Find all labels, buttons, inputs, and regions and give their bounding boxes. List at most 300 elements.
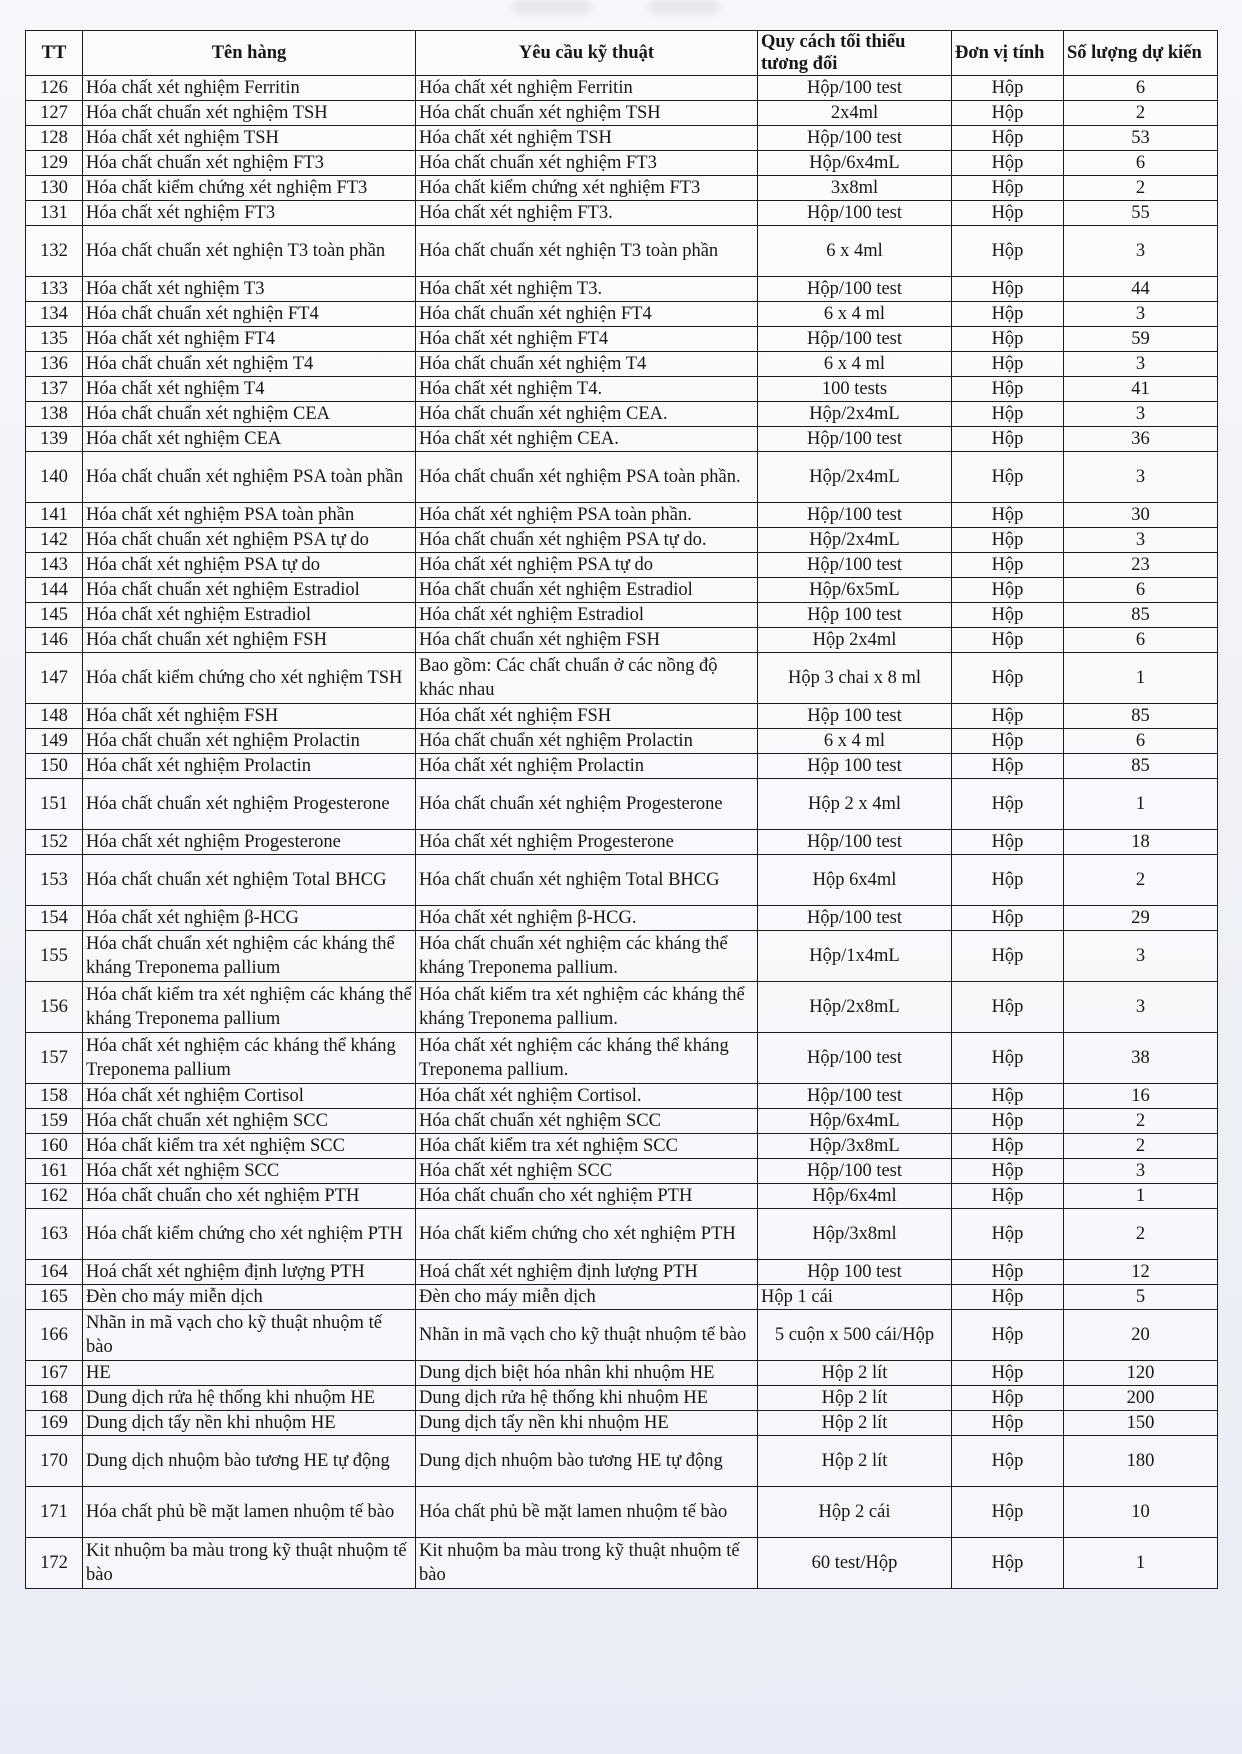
- scan-smudge: [648, 0, 720, 14]
- item-name: Hóa chất chuẩn xét nghiệm FT3: [83, 151, 416, 176]
- item-requirement: Hóa chất kiểm tra xét nghiệm các kháng thể kháng Treponema pallium.: [416, 982, 758, 1033]
- item-name: Hóa chất xét nghiệm SCC: [83, 1159, 416, 1184]
- header-name: Tên hàng: [83, 31, 416, 76]
- table-row: [26, 151, 1218, 176]
- row-number: 136: [26, 352, 83, 377]
- item-name: Hóa chất kiểm chứng cho xét nghiệm PTH: [83, 1209, 416, 1260]
- item-unit: Hộp: [952, 628, 1064, 653]
- item-unit: Hộp: [952, 1310, 1064, 1361]
- item-quantity: 3: [1064, 931, 1218, 982]
- item-quantity: 6: [1064, 578, 1218, 603]
- item-unit: Hộp: [952, 1159, 1064, 1184]
- item-unit: Hộp: [952, 452, 1064, 503]
- item-requirement: Hóa chất chuẩn xét nghiệm PSA toàn phần.: [416, 452, 758, 503]
- table-row: [26, 628, 1218, 653]
- item-spec: 6 x 4 ml: [758, 352, 952, 377]
- item-name: Hóa chất xét nghiệm FT4: [83, 327, 416, 352]
- item-quantity: 1: [1064, 653, 1218, 704]
- item-name: Kit nhuộm ba màu trong kỹ thuật nhuộm tế bào: [83, 1538, 416, 1589]
- item-spec: Hộp/100 test: [758, 906, 952, 931]
- item-unit: Hộp: [952, 578, 1064, 603]
- supply-table: [25, 30, 1218, 1589]
- item-spec: Hộp/2x4mL: [758, 528, 952, 553]
- item-requirement: Hóa chất xét nghiệm Estradiol: [416, 603, 758, 628]
- item-spec: Hộp/100 test: [758, 553, 952, 578]
- item-quantity: 16: [1064, 1084, 1218, 1109]
- item-name: Hóa chất xét nghiệm Ferritin: [83, 76, 416, 101]
- table-body: [26, 76, 1218, 1589]
- item-requirement: Dung dịch rửa hệ thống khi nhuộm HE: [416, 1386, 758, 1411]
- item-unit: Hộp: [952, 603, 1064, 628]
- item-requirement: Hóa chất xét nghiệm PSA tự do: [416, 553, 758, 578]
- item-name: Hóa chất xét nghiệm PSA tự do: [83, 553, 416, 578]
- item-unit: Hộp: [952, 1436, 1064, 1487]
- item-name: Dung dịch tẩy nền khi nhuộm HE: [83, 1411, 416, 1436]
- item-quantity: 44: [1064, 277, 1218, 302]
- item-requirement: Hóa chất xét nghiệm Ferritin: [416, 76, 758, 101]
- table-row: [26, 855, 1218, 906]
- table-row: [26, 1260, 1218, 1285]
- item-name: Hóa chất xét nghiệm CEA: [83, 427, 416, 452]
- item-quantity: 85: [1064, 704, 1218, 729]
- item-quantity: 6: [1064, 628, 1218, 653]
- item-name: Hóa chất chuẩn xét nghiệm Prolactin: [83, 729, 416, 754]
- item-unit: Hộp: [952, 201, 1064, 226]
- item-unit: Hộp: [952, 729, 1064, 754]
- row-number: 154: [26, 906, 83, 931]
- item-unit: Hộp: [952, 226, 1064, 277]
- item-name: Nhãn in mã vạch cho kỹ thuật nhuộm tế bào: [83, 1310, 416, 1361]
- item-quantity: 36: [1064, 427, 1218, 452]
- table-row: [26, 1436, 1218, 1487]
- item-name: Hóa chất chuẩn xét nghiệm PSA toàn phần: [83, 452, 416, 503]
- table-row: [26, 729, 1218, 754]
- item-requirement: Hóa chất xét nghiệm các kháng thể kháng Treponema pallium.: [416, 1033, 758, 1084]
- table-row: [26, 1487, 1218, 1538]
- item-spec: Hộp/100 test: [758, 503, 952, 528]
- item-quantity: 1: [1064, 1184, 1218, 1209]
- item-quantity: 59: [1064, 327, 1218, 352]
- item-quantity: 3: [1064, 352, 1218, 377]
- item-unit: Hộp: [952, 1109, 1064, 1134]
- row-number: 137: [26, 377, 83, 402]
- item-unit: Hộp: [952, 427, 1064, 452]
- item-requirement: Hóa chất kiểm chứng xét nghiệm FT3: [416, 176, 758, 201]
- item-requirement: Hóa chất xét nghiệm FT4: [416, 327, 758, 352]
- table-row: [26, 452, 1218, 503]
- table-row: [26, 553, 1218, 578]
- item-name: Dung dịch rửa hệ thống khi nhuộm HE: [83, 1386, 416, 1411]
- item-quantity: 2: [1064, 1209, 1218, 1260]
- item-quantity: 55: [1064, 201, 1218, 226]
- item-name: Hóa chất chuẩn xét nghiệm Total BHCG: [83, 855, 416, 906]
- item-spec: Hộp/6x4mL: [758, 151, 952, 176]
- header-tt: TT: [26, 31, 83, 76]
- item-requirement: Hóa chất chuẩn xét nghiệm Total BHCG: [416, 855, 758, 906]
- table-row: [26, 226, 1218, 277]
- item-requirement: Hóa chất chuẩn xét nghiệm FT3: [416, 151, 758, 176]
- item-quantity: 180: [1064, 1436, 1218, 1487]
- item-name: Hóa chất kiểm tra xét nghiệm SCC: [83, 1134, 416, 1159]
- item-unit: Hộp: [952, 151, 1064, 176]
- table-row: [26, 754, 1218, 779]
- item-name: Hóa chất chuẩn xét nghiệm Estradiol: [83, 578, 416, 603]
- item-name: Hóa chất xét nghiệm Progesterone: [83, 830, 416, 855]
- item-unit: Hộp: [952, 176, 1064, 201]
- item-spec: Hộp 1 cái: [758, 1285, 952, 1310]
- row-number: 130: [26, 176, 83, 201]
- item-quantity: 2: [1064, 176, 1218, 201]
- item-unit: Hộp: [952, 1361, 1064, 1386]
- row-number: 171: [26, 1487, 83, 1538]
- row-number: 161: [26, 1159, 83, 1184]
- table-row: [26, 101, 1218, 126]
- item-spec: Hộp/2x4mL: [758, 452, 952, 503]
- item-spec: 2x4ml: [758, 101, 952, 126]
- item-unit: Hộp: [952, 302, 1064, 327]
- row-number: 167: [26, 1361, 83, 1386]
- item-requirement: Hóa chất kiểm tra xét nghiệm SCC: [416, 1134, 758, 1159]
- header-spec: Quy cách tối thiểu tương đối: [758, 31, 952, 76]
- item-requirement: Hóa chất chuẩn xét nghiệm Progesterone: [416, 779, 758, 830]
- item-unit: Hộp: [952, 1386, 1064, 1411]
- table-row: [26, 277, 1218, 302]
- item-spec: Hộp 100 test: [758, 603, 952, 628]
- item-quantity: 38: [1064, 1033, 1218, 1084]
- item-name: Hóa chất xét nghiệm Cortisol: [83, 1084, 416, 1109]
- item-quantity: 5: [1064, 1285, 1218, 1310]
- item-unit: Hộp: [952, 126, 1064, 151]
- table-row: [26, 779, 1218, 830]
- item-quantity: 1: [1064, 1538, 1218, 1589]
- row-number: 169: [26, 1411, 83, 1436]
- item-unit: Hộp: [952, 553, 1064, 578]
- item-quantity: 85: [1064, 754, 1218, 779]
- table-row: [26, 1285, 1218, 1310]
- item-requirement: Kit nhuộm ba màu trong kỹ thuật nhuộm tế bào: [416, 1538, 758, 1589]
- item-unit: Hộp: [952, 779, 1064, 830]
- table-row: [26, 1134, 1218, 1159]
- row-number: 153: [26, 855, 83, 906]
- item-requirement: Hóa chất kiểm chứng cho xét nghiệm PTH: [416, 1209, 758, 1260]
- item-requirement: Dung dịch nhuộm bào tương HE tự động: [416, 1436, 758, 1487]
- item-quantity: 20: [1064, 1310, 1218, 1361]
- row-number: 148: [26, 704, 83, 729]
- table-row: [26, 982, 1218, 1033]
- row-number: 159: [26, 1109, 83, 1134]
- item-unit: Hộp: [952, 1285, 1064, 1310]
- item-spec: Hộp/2x8mL: [758, 982, 952, 1033]
- row-number: 131: [26, 201, 83, 226]
- table-row: [26, 1386, 1218, 1411]
- table-row: [26, 528, 1218, 553]
- item-spec: Hộp/100 test: [758, 126, 952, 151]
- item-quantity: 3: [1064, 528, 1218, 553]
- item-requirement: Hóa chất xét nghiệm TSH: [416, 126, 758, 151]
- item-spec: Hộp 2 lít: [758, 1436, 952, 1487]
- item-requirement: Đèn cho máy miễn dịch: [416, 1285, 758, 1310]
- item-unit: Hộp: [952, 327, 1064, 352]
- table-row: [26, 1310, 1218, 1361]
- item-requirement: Hóa chất xét nghiệm Prolactin: [416, 754, 758, 779]
- item-name: Hóa chất kiểm tra xét nghiệm các kháng thể kháng Treponema pallium: [83, 982, 416, 1033]
- row-number: 170: [26, 1436, 83, 1487]
- item-quantity: 2: [1064, 1134, 1218, 1159]
- item-quantity: 2: [1064, 855, 1218, 906]
- item-name: Hóa chất chuẩn xét nghiệm TSH: [83, 101, 416, 126]
- table-row: [26, 1109, 1218, 1134]
- item-requirement: Hoá chất xét nghiệm định lượng PTH: [416, 1260, 758, 1285]
- item-requirement: Hóa chất xét nghiệm Progesterone: [416, 830, 758, 855]
- row-number: 147: [26, 653, 83, 704]
- item-spec: Hộp/100 test: [758, 277, 952, 302]
- item-requirement: Hóa chất xét nghiệm T4.: [416, 377, 758, 402]
- row-number: 156: [26, 982, 83, 1033]
- item-quantity: 1: [1064, 779, 1218, 830]
- item-spec: Hộp 100 test: [758, 704, 952, 729]
- item-quantity: 3: [1064, 982, 1218, 1033]
- item-unit: Hộp: [952, 1209, 1064, 1260]
- row-number: 149: [26, 729, 83, 754]
- item-spec: 6 x 4 ml: [758, 302, 952, 327]
- row-number: 132: [26, 226, 83, 277]
- item-requirement: Hóa chất chuẩn cho xét nghiệm PTH: [416, 1184, 758, 1209]
- item-name: Hóa chất xét nghiệm Prolactin: [83, 754, 416, 779]
- header-requirement: Yêu cầu kỹ thuật: [416, 31, 758, 76]
- item-unit: Hộp: [952, 653, 1064, 704]
- item-spec: Hộp/2x4mL: [758, 402, 952, 427]
- item-requirement: Dung dịch tẩy nền khi nhuộm HE: [416, 1411, 758, 1436]
- item-quantity: 18: [1064, 830, 1218, 855]
- item-unit: Hộp: [952, 1184, 1064, 1209]
- item-quantity: 2: [1064, 101, 1218, 126]
- item-quantity: 85: [1064, 603, 1218, 628]
- table-row: [26, 427, 1218, 452]
- item-quantity: 41: [1064, 377, 1218, 402]
- item-quantity: 3: [1064, 1159, 1218, 1184]
- item-name: HE: [83, 1361, 416, 1386]
- item-spec: Hộp/100 test: [758, 427, 952, 452]
- row-number: 164: [26, 1260, 83, 1285]
- item-requirement: Hóa chất xét nghiệm PSA toàn phần.: [416, 503, 758, 528]
- item-quantity: 3: [1064, 402, 1218, 427]
- row-number: 127: [26, 101, 83, 126]
- item-spec: Hộp/100 test: [758, 76, 952, 101]
- item-spec: Hộp 2 x 4ml: [758, 779, 952, 830]
- item-quantity: 120: [1064, 1361, 1218, 1386]
- item-name: Hóa chất xét nghiệm FT3: [83, 201, 416, 226]
- item-unit: Hộp: [952, 352, 1064, 377]
- item-name: Đèn cho máy miễn dịch: [83, 1285, 416, 1310]
- table-row: [26, 906, 1218, 931]
- table-row: [26, 1411, 1218, 1436]
- item-name: Hóa chất xét nghiệm T4: [83, 377, 416, 402]
- row-number: 158: [26, 1084, 83, 1109]
- row-number: 162: [26, 1184, 83, 1209]
- row-number: 168: [26, 1386, 83, 1411]
- item-spec: 5 cuộn x 500 cái/Hộp: [758, 1310, 952, 1361]
- item-spec: 60 test/Hộp: [758, 1538, 952, 1589]
- row-number: 139: [26, 427, 83, 452]
- item-quantity: 3: [1064, 226, 1218, 277]
- item-name: Hóa chất xét nghiệm TSH: [83, 126, 416, 151]
- row-number: 126: [26, 76, 83, 101]
- item-unit: Hộp: [952, 377, 1064, 402]
- table-row: [26, 1209, 1218, 1260]
- table-row: [26, 352, 1218, 377]
- item-requirement: Dung dịch biệt hóa nhân khi nhuộm HE: [416, 1361, 758, 1386]
- table-row: [26, 1538, 1218, 1589]
- item-unit: Hộp: [952, 754, 1064, 779]
- table-row: [26, 377, 1218, 402]
- item-quantity: 6: [1064, 729, 1218, 754]
- item-name: Hóa chất xét nghiệm PSA toàn phần: [83, 503, 416, 528]
- item-requirement: Hóa chất chuẩn xét nghiện T3 toàn phần: [416, 226, 758, 277]
- item-spec: Hộp 2 cái: [758, 1487, 952, 1538]
- item-quantity: 10: [1064, 1487, 1218, 1538]
- table-row: [26, 704, 1218, 729]
- table-row: [26, 578, 1218, 603]
- table-row: [26, 126, 1218, 151]
- item-name: Hóa chất xét nghiệm β-HCG: [83, 906, 416, 931]
- item-unit: Hộp: [952, 830, 1064, 855]
- header-quantity: Số lượng dự kiến: [1064, 31, 1218, 76]
- item-name: Hóa chất chuẩn xét nghiệm FSH: [83, 628, 416, 653]
- item-requirement: Hóa chất xét nghiệm T3.: [416, 277, 758, 302]
- item-unit: Hộp: [952, 101, 1064, 126]
- item-spec: Hộp 2 lít: [758, 1386, 952, 1411]
- item-requirement: Hóa chất xét nghiệm SCC: [416, 1159, 758, 1184]
- item-name: Dung dịch nhuộm bào tương HE tự động: [83, 1436, 416, 1487]
- item-quantity: 53: [1064, 126, 1218, 151]
- item-spec: Hộp/100 test: [758, 201, 952, 226]
- item-name: Hóa chất chuẩn xét nghiệm PSA tự do: [83, 528, 416, 553]
- item-name: Hóa chất xét nghiệm Estradiol: [83, 603, 416, 628]
- item-spec: Hộp/6x4mL: [758, 1109, 952, 1134]
- row-number: 152: [26, 830, 83, 855]
- table-row: [26, 201, 1218, 226]
- item-spec: Hộp/3x8mL: [758, 1134, 952, 1159]
- item-spec: Hộp 100 test: [758, 754, 952, 779]
- row-number: 151: [26, 779, 83, 830]
- table-row: [26, 1361, 1218, 1386]
- row-number: 129: [26, 151, 83, 176]
- item-spec: Hộp/100 test: [758, 1033, 952, 1084]
- item-name: Hoá chất xét nghiệm định lượng PTH: [83, 1260, 416, 1285]
- row-number: 157: [26, 1033, 83, 1084]
- item-unit: Hộp: [952, 277, 1064, 302]
- item-requirement: Hóa chất xét nghiệm CEA.: [416, 427, 758, 452]
- item-unit: Hộp: [952, 1538, 1064, 1589]
- item-requirement: Hóa chất chuẩn xét nghiệm FSH: [416, 628, 758, 653]
- item-unit: Hộp: [952, 402, 1064, 427]
- item-unit: Hộp: [952, 855, 1064, 906]
- table-row: [26, 1159, 1218, 1184]
- row-number: 141: [26, 503, 83, 528]
- item-spec: Hộp/100 test: [758, 1084, 952, 1109]
- table-row: [26, 402, 1218, 427]
- table-row: [26, 176, 1218, 201]
- item-name: Hóa chất chuẩn xét nghiện T3 toàn phần: [83, 226, 416, 277]
- item-unit: Hộp: [952, 1487, 1064, 1538]
- item-name: Hóa chất chuẩn xét nghiệm T4: [83, 352, 416, 377]
- item-spec: Hộp 2 lít: [758, 1361, 952, 1386]
- item-name: Hóa chất chuẩn xét nghiệm SCC: [83, 1109, 416, 1134]
- item-spec: Hộp/100 test: [758, 830, 952, 855]
- item-quantity: 23: [1064, 553, 1218, 578]
- item-requirement: Hóa chất chuẩn xét nghiệm Estradiol: [416, 578, 758, 603]
- item-quantity: 3: [1064, 452, 1218, 503]
- item-unit: Hộp: [952, 906, 1064, 931]
- table-row: [26, 1184, 1218, 1209]
- table-row: [26, 830, 1218, 855]
- table-row: [26, 931, 1218, 982]
- row-number: 160: [26, 1134, 83, 1159]
- item-spec: Hộp/3x8ml: [758, 1209, 952, 1260]
- item-name: Hóa chất chuẩn xét nghiện FT4: [83, 302, 416, 327]
- item-quantity: 150: [1064, 1411, 1218, 1436]
- row-number: 166: [26, 1310, 83, 1361]
- item-unit: Hộp: [952, 76, 1064, 101]
- item-spec: Hộp/100 test: [758, 327, 952, 352]
- item-unit: Hộp: [952, 1084, 1064, 1109]
- row-number: 145: [26, 603, 83, 628]
- item-requirement: Hóa chất chuẩn xét nghiện FT4: [416, 302, 758, 327]
- item-quantity: 30: [1064, 503, 1218, 528]
- row-number: 146: [26, 628, 83, 653]
- item-quantity: 6: [1064, 76, 1218, 101]
- item-spec: Hộp 6x4ml: [758, 855, 952, 906]
- row-number: 144: [26, 578, 83, 603]
- item-quantity: 29: [1064, 906, 1218, 931]
- row-number: 150: [26, 754, 83, 779]
- row-number: 143: [26, 553, 83, 578]
- table-row: [26, 503, 1218, 528]
- scan-smudge: [512, 0, 592, 14]
- header-row: [26, 31, 1218, 76]
- item-spec: 6 x 4 ml: [758, 729, 952, 754]
- row-number: 155: [26, 931, 83, 982]
- row-number: 135: [26, 327, 83, 352]
- row-number: 133: [26, 277, 83, 302]
- row-number: 163: [26, 1209, 83, 1260]
- item-unit: Hộp: [952, 931, 1064, 982]
- table-row: [26, 302, 1218, 327]
- row-number: 128: [26, 126, 83, 151]
- table-row: [26, 653, 1218, 704]
- item-spec: 100 tests: [758, 377, 952, 402]
- item-requirement: Hóa chất chuẩn xét nghiệm PSA tự do.: [416, 528, 758, 553]
- table-row: [26, 76, 1218, 101]
- item-requirement: Nhãn in mã vạch cho kỹ thuật nhuộm tế bào: [416, 1310, 758, 1361]
- item-unit: Hộp: [952, 982, 1064, 1033]
- row-number: 142: [26, 528, 83, 553]
- item-quantity: 3: [1064, 302, 1218, 327]
- item-unit: Hộp: [952, 1260, 1064, 1285]
- item-requirement: Hóa chất xét nghiệm Cortisol.: [416, 1084, 758, 1109]
- item-unit: Hộp: [952, 704, 1064, 729]
- item-name: Hóa chất xét nghiệm T3: [83, 277, 416, 302]
- table-row: [26, 1033, 1218, 1084]
- item-spec: Hộp 2x4ml: [758, 628, 952, 653]
- item-unit: Hộp: [952, 1033, 1064, 1084]
- item-requirement: Hóa chất chuẩn xét nghiệm SCC: [416, 1109, 758, 1134]
- item-requirement: Hóa chất xét nghiệm β-HCG.: [416, 906, 758, 931]
- item-quantity: 200: [1064, 1386, 1218, 1411]
- item-unit: Hộp: [952, 528, 1064, 553]
- row-number: 140: [26, 452, 83, 503]
- item-spec: Hộp/6x4ml: [758, 1184, 952, 1209]
